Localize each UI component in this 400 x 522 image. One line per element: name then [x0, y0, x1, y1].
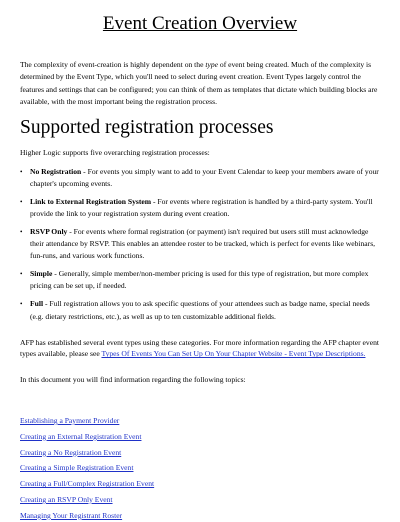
intro-text-emphasis: type: [205, 60, 219, 69]
process-description: - For events where registration is handled by a third-party system. You'll provide the link to your registration system during event creation.: [30, 196, 373, 218]
list-item: [20, 447, 380, 459]
list-item: [20, 415, 380, 427]
process-name: No Registration: [30, 166, 82, 176]
list-item: [20, 431, 380, 443]
intro-text-post: of event being created. Much of the complexity is determined by the Event Type, which you'll need to select during event creation. Event Types largely control the features and settings that can be configured; you can think of them as templates that dictate which building blocks are available, with the most important being the registration process.: [20, 60, 378, 107]
topic-link-no-registration[interactable]: Creating a No Registration Event: [20, 447, 122, 457]
topics-list: [20, 415, 380, 522]
intro-paragraph: [20, 59, 380, 109]
list-item: [20, 298, 380, 322]
bullet-icon: •: [20, 300, 23, 309]
bullet-icon: •: [20, 167, 23, 176]
process-description: - For events where formal registration (or payment) isn't required but users still must acknowledge their attendance by RSVP. This enables an attendee roster to be tracked, which is perfect for events like webinars, fun-runs, and various work functions.: [30, 227, 376, 261]
process-name: Simple: [30, 269, 53, 279]
intro-text-pre: The complexity of event-creation is highly dependent on the: [20, 60, 206, 69]
process-name: Full: [30, 299, 44, 309]
event-types-link[interactable]: Types Of Events You Can Set Up On Your Chapter Website - Event Type Descriptions.: [101, 349, 366, 359]
list-item: [20, 478, 380, 490]
list-item: [20, 510, 380, 522]
topic-link-external-registration[interactable]: Creating an External Registration Event: [20, 431, 142, 441]
topic-link-simple-registration[interactable]: Creating a Simple Registration Event: [20, 463, 134, 473]
afp-text: AFP has established several event types using these categories. For more information regarding the AFP chapter event types available, please see: [20, 337, 379, 359]
list-item: [20, 196, 380, 220]
section-lead: Higher Logic supports five overarching registration processes:: [20, 147, 210, 157]
topic-link-rsvp-only[interactable]: Creating an RSVP Only Event: [20, 495, 113, 505]
bullet-icon: •: [20, 197, 23, 206]
topic-link-registrant-roster[interactable]: Managing Your Registrant Roster: [20, 510, 123, 520]
list-item: [20, 494, 380, 506]
process-name: Link to External Registration System: [30, 196, 152, 206]
topic-link-payment-provider[interactable]: Establishing a Payment Provider: [20, 416, 120, 426]
process-description: - Generally, simple member/non-member pricing is used for this type of registration, but more complex pricing can be set up, if needed.: [30, 269, 369, 291]
list-item: [20, 166, 380, 190]
process-description: - For events you simply want to add to your Event Calendar to keep your members aware of your chapter's upcoming events.: [30, 166, 379, 188]
section-heading: Supported registration processes: [20, 116, 274, 138]
process-description: - Full registration allows you to ask specific questions of your attendees such as badge name, special needs (e.g. dietary restrictions, etc.), as well as up to ten customizable additional fields.: [30, 299, 370, 321]
list-item: [20, 268, 380, 292]
bullet-icon: •: [20, 270, 23, 279]
registration-process-list: [20, 166, 380, 323]
topic-link-full-registration[interactable]: Creating a Full/Complex Registration Event: [20, 479, 155, 489]
list-item: [20, 462, 380, 474]
topics-intro: In this document you will find information regarding the following topics:: [20, 375, 246, 385]
afp-paragraph: [20, 337, 380, 360]
list-item: [20, 226, 380, 262]
process-name: RSVP Only: [30, 227, 68, 236]
bullet-icon: •: [20, 228, 23, 236]
page-title: Event Creation Overview: [102, 13, 298, 34]
